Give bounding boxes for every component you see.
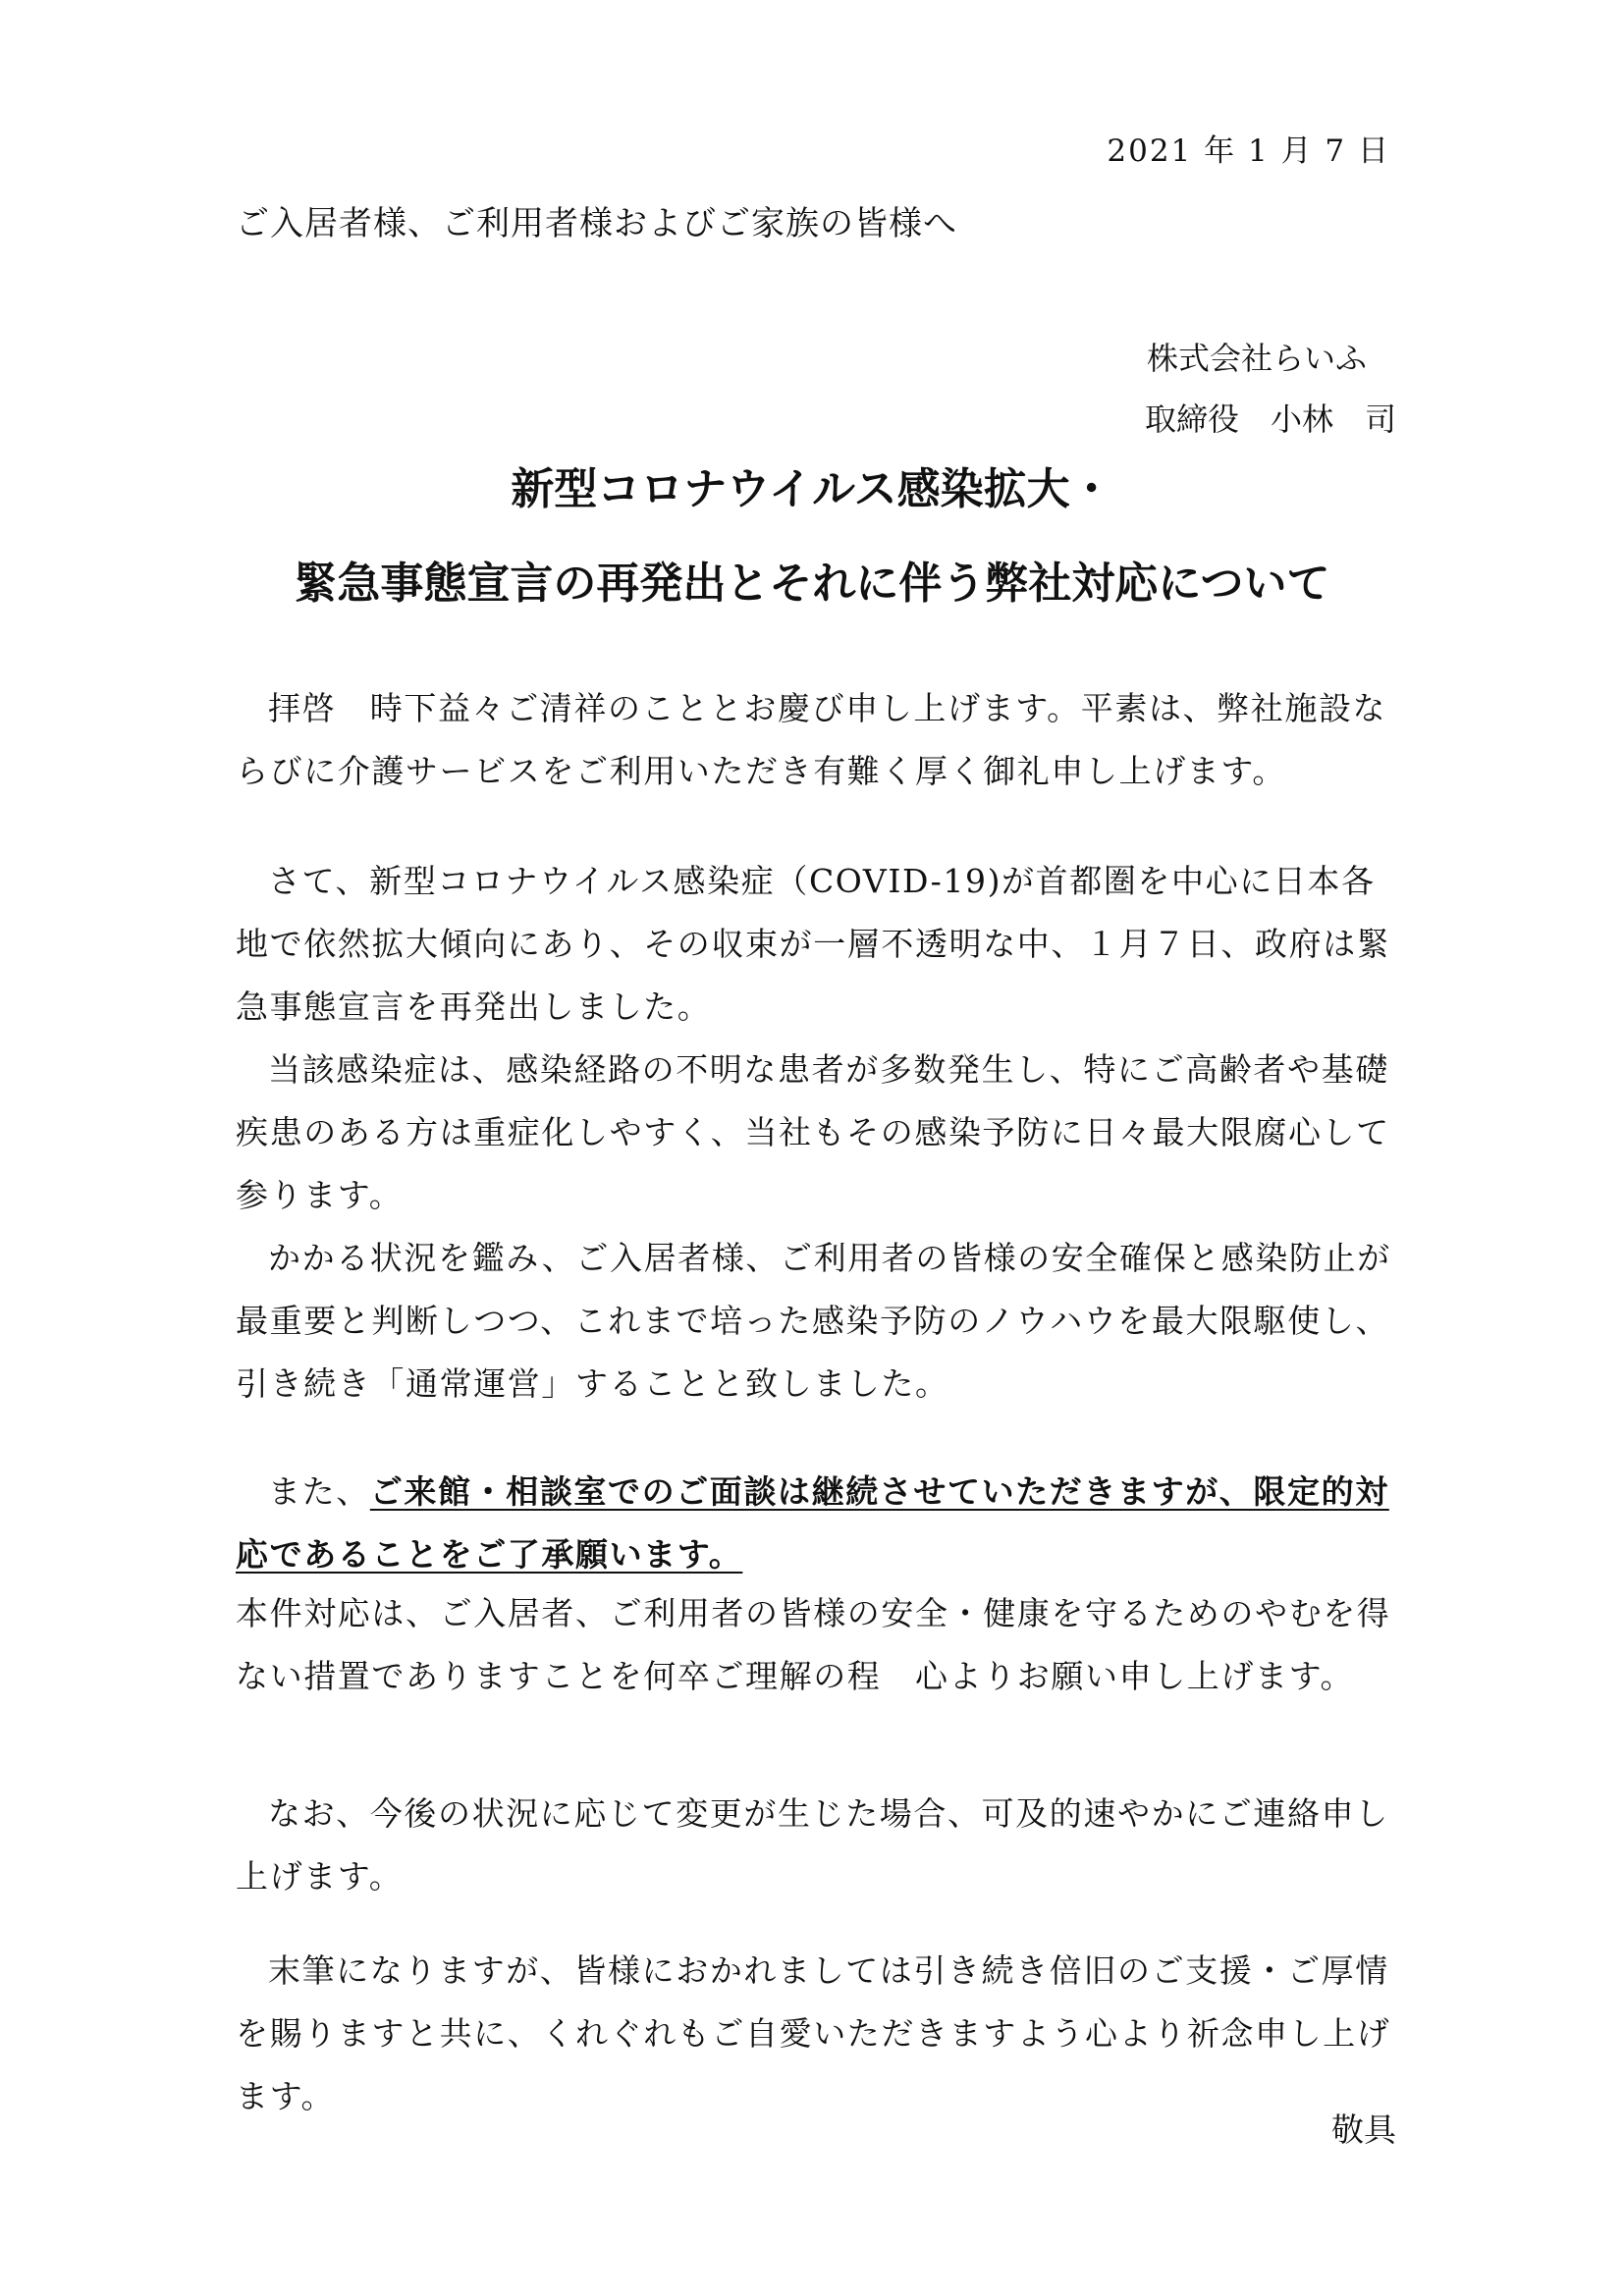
title-line-2: 緊急事態宣言の再発出とそれに伴う弊社対応について bbox=[294, 559, 1330, 609]
paragraph-closing-remarks: 末筆になりますが、皆様におかれましては引き続き倍旧のご支援・ご厚情を賜りますと共に、くれぐれもご自愛いただきますよう心より祈念申し上げます。 bbox=[236, 1951, 1391, 2115]
paragraph-infection-risk: 当該感染症は、感染経路の不明な患者が多数発生し、特にご高齢者や基礎疾患のある方は重症化しやすく、当社もその感染予防に日々最大限腐心して参ります。 bbox=[236, 1050, 1390, 1214]
closing-word: 敬具 bbox=[1331, 2110, 1396, 2149]
visits-lead: また、 bbox=[268, 1472, 370, 1511]
paragraph-visits bbox=[236, 1461, 1394, 1586]
visits-notice-underlined: ご来館・相談室でのご面談は継続させていただきますが、限定的対応であることをご了承願います。 bbox=[236, 1472, 1389, 1574]
paragraph-situation: さて、新型コロナウイルス感染症（COVID-19)が首都圏を中心に日本各地で依然拡大傾向にあり、その収束が一層不透明な中、１月７日、政府は緊急事態宣言を再発出しました。 bbox=[236, 862, 1391, 1026]
representative-name: 取締役 小林 司 bbox=[1144, 400, 1396, 438]
sender-block bbox=[1145, 328, 1396, 450]
paragraph-request-understanding: 本件対応は、ご入居者、ご利用者の皆様の安全・健康を守るためのやむを得ない措置でありますことを何卒ご理解の程 心よりお願い申し上げます。 bbox=[236, 1594, 1391, 1695]
company-name: 株式会社らいふ bbox=[1146, 340, 1367, 377]
paragraph-operation-policy: かかる状況を鑑み、ご入居者様、ご利用者の皆様の安全確保と感染防止が最重要と判断しつつ、これまで培った感染予防のノウハウを最大限駆使し、引き続き「通常運営」することと致しました。 bbox=[236, 1239, 1391, 1403]
title-line-1: 新型コロナウイルス感染拡大・ bbox=[511, 464, 1113, 514]
addressee: ご入居者様、ご利用者様およびご家族の皆様へ bbox=[236, 204, 957, 243]
paragraph-greeting: 拝啓 時下益々ご清祥のこととお慶び申し上げます。平素は、弊社施設ならびに介護サービスをご利用いただき有難く厚く御礼申し上げます。 bbox=[236, 689, 1387, 790]
paragraph-future-changes: なお、今後の状況に応じて変更が生じた場合、可及的速やかにご連絡申し上げます。 bbox=[236, 1794, 1389, 1896]
letter-date: 2021 年 1 月 7 日 bbox=[1107, 133, 1390, 169]
